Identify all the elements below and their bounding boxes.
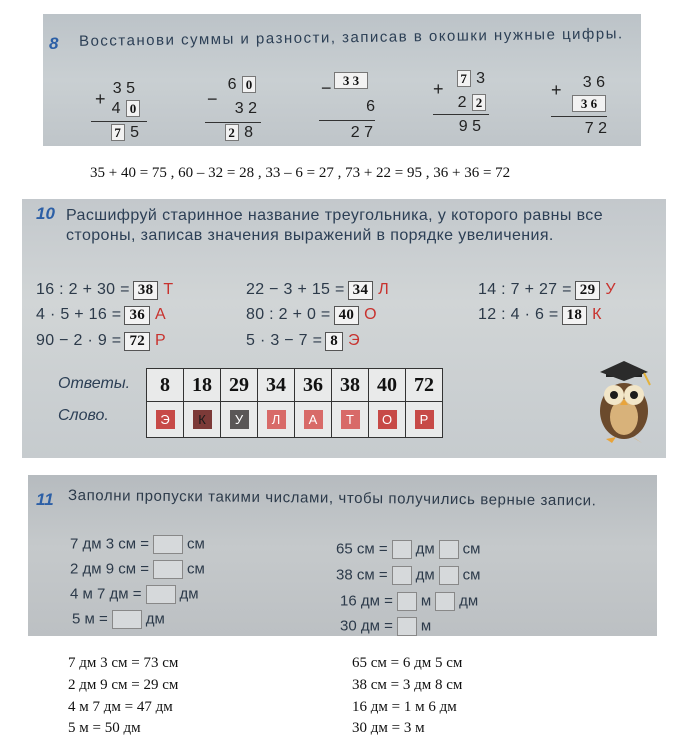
solution-line: 30 дм = 3 м [352,720,425,736]
answer-box: 0 [126,100,140,117]
column-sum-1: + 3 5 4 0 7 5 [89,78,149,146]
answer-box: 2 [225,124,239,141]
empty-box [153,535,183,554]
task-number: 8 [49,34,59,53]
column-sum-5: + 3 6 3 6 7 2 [551,74,607,137]
exercise: 16 дм = м дм [340,592,479,610]
word-label: Слово. [58,407,109,424]
word-cell: К [184,402,221,438]
solution-line: 16 дм = 1 м 6 дм [352,699,457,715]
empty-box [435,592,455,611]
task-11-photo [28,475,657,636]
empty-box [112,610,142,629]
answer-box: 0 [242,76,256,93]
answer-box: 2 [472,94,486,111]
solution-line: 2 дм 9 см = 29 см [68,677,179,693]
expression: 80 : 2 + 0 = 40 О [246,306,377,323]
exercise: 7 дм 3 см = см [70,535,205,553]
task-number: 10 [36,204,55,223]
exercise: 65 см = дм см [336,540,481,558]
solution-line: 38 см = 3 дм 8 см [352,677,463,693]
empty-box [392,540,412,559]
answer-cell: 38 [332,369,369,402]
owl-icon [586,359,662,443]
column-diff-2: − 6 0 3 2 2 8 [203,72,263,142]
exercise: 5 м = дм [72,610,165,628]
word-cell: Э [147,402,184,438]
empty-box [397,617,417,636]
empty-box [397,592,417,611]
word-cell: Р [406,402,443,438]
exercise: 2 дм 9 см = см [70,560,205,578]
answer-cell: 40 [369,369,406,402]
answers-row [147,369,443,402]
answers-label: Ответы. [58,375,131,392]
answer-cell: 29 [221,369,258,402]
answer-box: 40 [334,306,360,325]
answer-box: 3 3 [334,72,368,89]
word-cell: О [369,402,406,438]
answer-box: 36 [124,306,150,325]
solution-line: 65 см = 6 дм 5 см [352,655,463,671]
empty-box [153,560,183,579]
answer-cell: 8 [147,369,184,402]
task-text: Заполни пропуски такими числами, чтобы получились верные записи. [67,486,597,510]
empty-box [146,585,176,604]
word-cell: А [295,402,332,438]
answer-box: 3 6 [572,95,606,112]
expression: 12 : 4 · 6 = 18 К [478,306,602,323]
word-cell: Т [332,402,369,438]
solution-line: 5 м = 50 дм [68,720,141,736]
expression: 22 − 3 + 15 = 34 Л [246,281,390,298]
column-sum-4: + 7 3 2 2 9 5 [431,66,491,136]
word-row [147,402,443,438]
empty-box [439,566,459,585]
solution-line: 4 м 7 дм = 47 дм [68,699,173,715]
expression: 14 : 7 + 27 = 29 У [478,281,616,298]
answer-cell: 36 [295,369,332,402]
task-8-photo [43,14,641,146]
exercise: 30 дм = м [340,617,432,635]
word-cell: У [221,402,258,438]
expression: 90 − 2 · 9 = 72 Р [36,332,167,349]
expression: 5 · 3 − 7 = 8 Э [246,332,360,349]
exercise: 4 м 7 дм = дм [70,585,199,603]
task-10-photo [22,199,666,458]
answers-table [146,368,443,438]
answer-box: 7 [111,124,125,141]
answer-box: 34 [348,281,374,300]
task-text: Расшифруй старинное название треугольника, у которого равны все стороны, записав значения выражений в порядке увеличения. [66,207,604,244]
exercise: 38 см = дм см [336,566,481,584]
answer-box: 8 [325,332,343,351]
empty-box [392,566,412,585]
task-text: Восстанови суммы и разности, записав в окошки нужные цифры. [78,25,624,50]
task-8-answers: 35 + 40 = 75 , 60 – 32 = 28 , 33 – 6 = 27 , 73 + 22 = 95 , 36 + 36 = 72 [90,165,511,181]
answer-box: 7 [457,70,471,87]
column-diff-3: − 3 3 6 2 7 [321,73,375,141]
answer-box: 18 [562,306,588,325]
answer-cell: 72 [406,369,443,402]
word-cell: Л [258,402,295,438]
empty-box [439,540,459,559]
expression: 4 · 5 + 16 = 36 А [36,306,167,323]
answer-box: 72 [124,332,150,351]
expression: 16 : 2 + 30 = 38 Т [36,281,174,298]
task-number: 11 [36,490,54,509]
answer-box: 38 [133,281,159,300]
answer-cell: 18 [184,369,221,402]
answer-cell: 34 [258,369,295,402]
solution-line: 7 дм 3 см = 73 см [68,655,179,671]
answer-box: 29 [575,281,601,300]
